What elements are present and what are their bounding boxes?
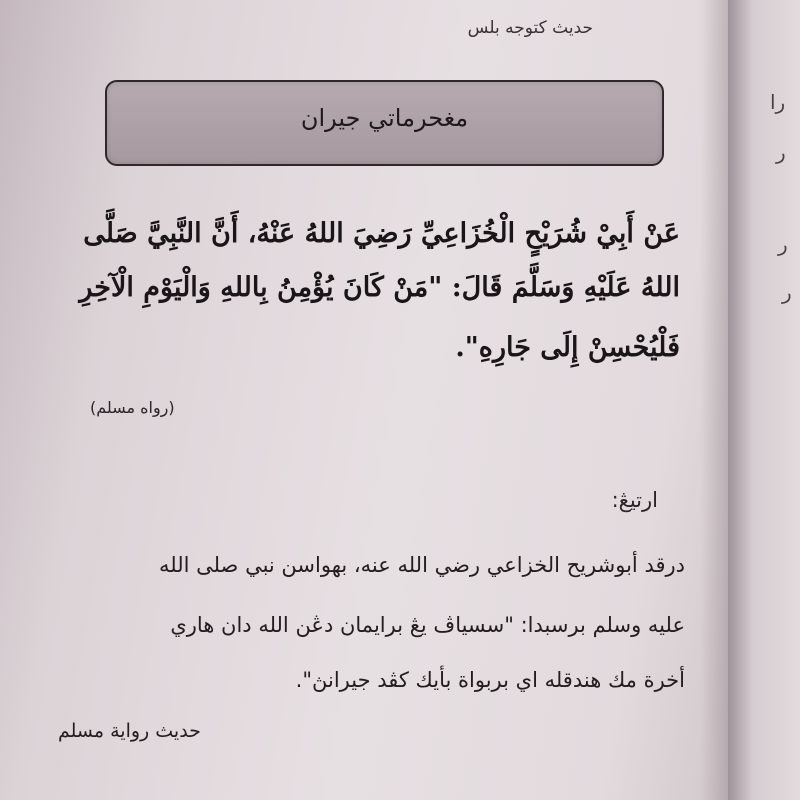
hadith-source: (رواه مسلم)	[90, 398, 175, 417]
translation-line-2: عليه وسلم برسبدا: "سسياڤ يڠ برايمان دڠن الله دان هاري	[170, 613, 685, 637]
translation-line-3: أخرة مك هندقله اي بربواة بأيك كڤد جيرانڽ".	[295, 668, 685, 692]
title-banner	[105, 80, 664, 166]
adjacent-text-fragment: ر	[776, 140, 786, 164]
hadith-line-3: فَلْيُحْسِنْ إِلَى جَارِهِ".	[455, 332, 680, 363]
adjacent-text-fragment: ر	[778, 232, 788, 256]
running-header: حديث كتوجه بلس	[467, 18, 593, 38]
translation-label: ارتيڠ:	[611, 488, 658, 512]
translation-line-1: درقد أبوشريح الخزاعي رضي الله عنه، بهواسن نبي صلى الله	[158, 553, 685, 577]
adjacent-text-fragment: ر	[782, 280, 792, 304]
hadith-line-2: اللهُ عَلَيْهِ وَسَلَّمَ قَالَ: "مَنْ كَانَ يُؤْمِنُ بِاللهِ وَالْيَوْمِ الْآخِرِ	[79, 272, 680, 303]
page-title: مغحرماتي جيران	[300, 104, 469, 132]
narration-note: حديث رواية مسلم	[58, 720, 201, 742]
adjacent-text-fragment: را	[770, 90, 786, 114]
hadith-line-1: عَنْ أَبِيْ شُرَيْحٍ الْخُزَاعِيِّ رَضِيَ اللهُ عَنْهُ، أَنَّ النَّبِيَّ صَلَّى	[83, 218, 680, 249]
adjacent-page-edge	[728, 0, 800, 800]
